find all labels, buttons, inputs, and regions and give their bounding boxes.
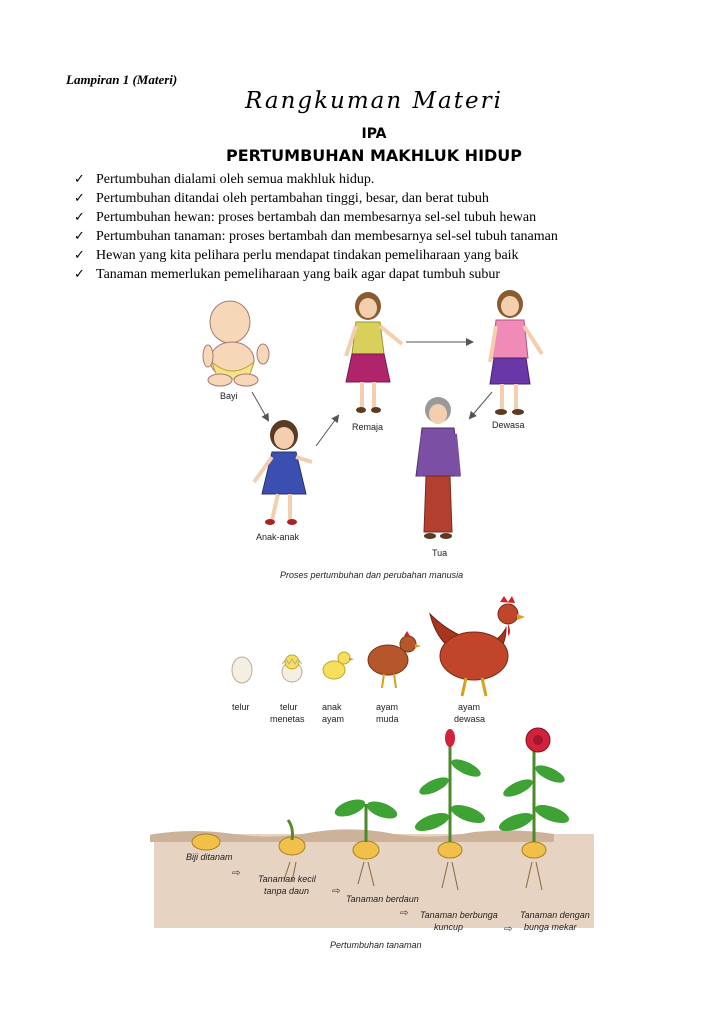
list-item: ✓ Pertumbuhan dialami oleh semua makhluk hidup. [74,172,375,187]
check-icon: ✓ [74,210,85,225]
list-item: ✓ Pertumbuhan tanaman: proses bertambah dan membesarnya sel-sel tubuh tanaman [74,229,558,244]
arrow-icon: ⇨ [332,886,341,897]
label-anak: Anak-anak [256,532,300,542]
label-ayam-muda-2: muda [376,714,399,724]
arrow-dewasa-tua [470,392,492,418]
check-icon: ✓ [74,248,85,263]
chick-illustration [323,652,354,679]
human-growth-figure [180,282,580,582]
list-item: ✓ Pertumbuhan ditandai oleh pertambahan tinggi, besar, dan berat tubuh [74,191,489,206]
adult-illustration [490,290,542,415]
arrow-icon: ⇨ [232,868,241,879]
baby-illustration [203,301,269,386]
label-biji: Biji ditanam [186,852,233,862]
label-ayam-dewasa-2: dewasa [454,714,486,724]
check-icon: ✓ [74,267,85,282]
human-caption: Proses pertumbuhan dan perubahan manusia [280,570,464,580]
appendix-label: Lampiran 1 (Materi) [66,72,178,87]
label-mekar-2: bunga mekar [524,922,577,932]
label-kecil-1: Tanaman kecil [258,874,316,884]
arrow-icon: ⇨ [400,908,409,919]
label-bayi: Bayi [220,391,238,401]
plant-caption: Pertumbuhan tanaman [330,940,422,950]
label-remaja: Remaja [352,422,384,432]
elder-illustration [416,397,460,539]
label-ayam-dewasa-1: ayam [458,702,481,712]
check-icon: ✓ [74,172,85,187]
hatching-egg-illustration [282,655,302,682]
label-telur-menetas-1: telur [280,702,298,712]
label-kuncup-2: kuncup [434,922,464,932]
label-dewasa: Dewasa [492,420,525,430]
list-item: ✓ Pertumbuhan hewan: proses bertambah dan membesarnya sel-sel tubuh hewan [74,210,537,225]
label-telur-menetas-2: menetas [270,714,305,724]
label-kuncup-1: Tanaman berbunga [420,910,498,920]
label-kecil-2: tanpa daun [264,886,310,896]
topic-heading: PERTUMBUHAN MAKHLUK HIDUP [225,146,523,165]
chicken-growth-figure [218,596,538,730]
young-chicken-illustration [368,631,421,688]
arrow-bayi-anak [252,392,268,420]
teen-illustration [346,292,402,413]
child-illustration [254,420,312,525]
label-telur: telur [232,702,250,712]
check-icon: ✓ [74,191,85,206]
label-tua: Tua [432,548,448,558]
label-anak-ayam-1: anak [322,702,342,712]
label-ayam-muda-1: ayam [376,702,399,712]
subject-heading: IPA [361,126,387,142]
summary-list [72,170,558,284]
arrow-anak-remaja [316,416,338,446]
list-item: ✓ Tanaman memerlukan pemeliharaan yang baik agar dapat tumbuh subur [74,267,501,282]
label-mekar-1: Tanaman dengan [520,910,590,920]
page-title: Rangkuman Materi [245,88,503,114]
check-icon: ✓ [74,229,85,244]
label-anak-ayam-2: ayam [322,714,345,724]
adult-chicken-illustration [430,596,525,696]
plant-growth-figure [150,722,600,954]
list-item: ✓ Hewan yang kita pelihara perlu mendapat tindakan pemeliharaan yang baik [74,248,519,263]
seed-illustration [192,834,220,850]
label-berdaun: Tanaman berdaun [346,894,419,904]
arrow-icon: ⇨ [504,924,513,935]
egg-illustration [232,657,252,683]
